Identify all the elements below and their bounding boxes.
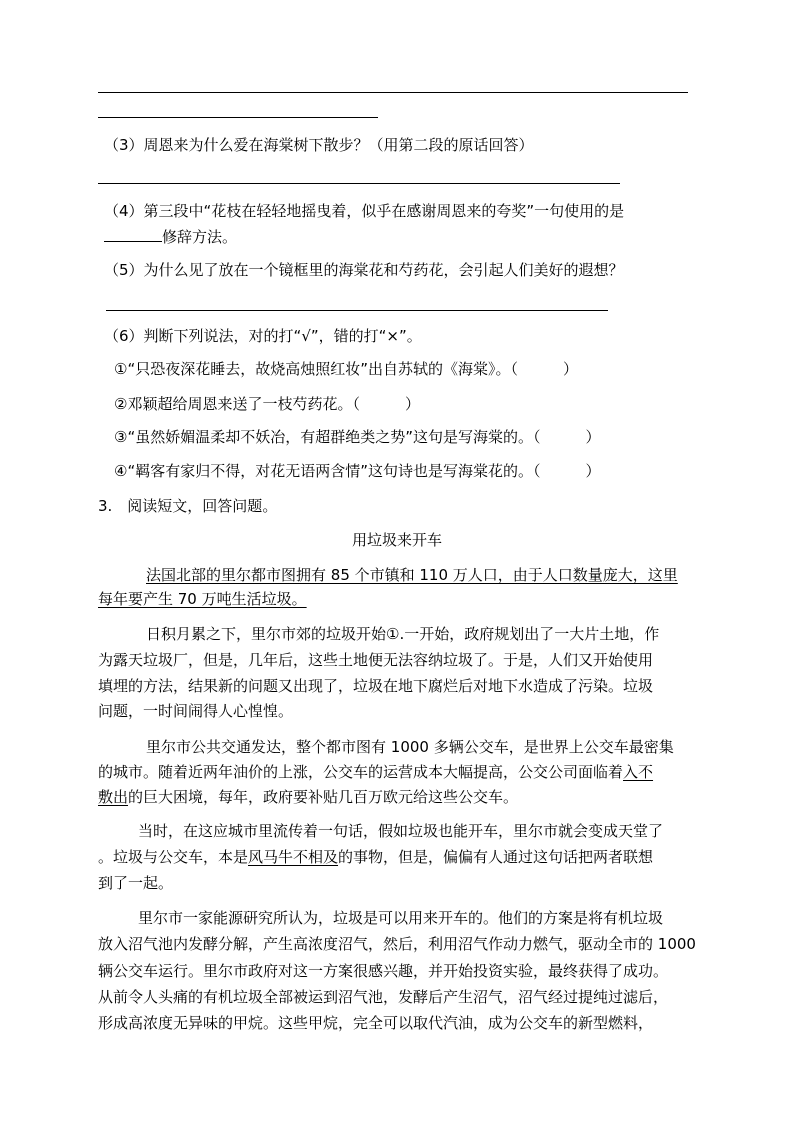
question-6: （6）判断下列说法，对的打“√”，错的打“×”。 — [104, 327, 422, 345]
underlined-phrase: 敷出 — [98, 788, 129, 806]
paragraph-4-text: 。垃圾与公交车，本是 — [98, 848, 249, 866]
paragraph-3-text: 的城市。随着近两年油价的上涨，公交车的运营成本大幅提高，公交公司面临着 — [98, 763, 624, 781]
paragraph-2-line: 日积月累之下，里尔市郊的垃圾开始①.一开始，政府规划出了一大片土地，作 — [146, 625, 660, 643]
section-3-prompt: 3. 阅读短文，回答问题。 — [98, 497, 278, 515]
question-5: （5）为什么见了放在一个镜框里的海棠花和芍药花，会引起人们美好的遐想？ — [104, 261, 624, 279]
paragraph-5-line: 放入沼气池内发酵分解，产生高浓度沼气，然后，利用沼气作动力燃气，驱动全市的 1000 — [98, 935, 696, 953]
article-title: 用垃圾来开车 — [351, 531, 442, 549]
paragraph-2-line: 为露天垃圾厂，但是，几年后，这些土地便无法容纳垃圾了。于是，人们又开始使用 — [98, 651, 654, 669]
paragraph-4-line: 到了一起。 — [98, 874, 174, 892]
paragraph-5-line: 辆公交车运行。里尔市政府对这一方案很感兴趣，并开始投资实验，最终获得了成功。 — [98, 962, 669, 980]
paragraph-5-line: 里尔市一家能源研究所认为，垃圾是可以用来开车的。他们的方案是将有机垃圾 — [138, 909, 664, 927]
judgement-item: ②邓颖超给周恩来送了一枝芍药花。（ ） — [114, 395, 420, 413]
answer-line[interactable] — [98, 183, 620, 184]
paragraph-3-line — [98, 763, 653, 781]
judgement-item: ①“只恐夜深花睡去，故烧高烛照红妆”出自苏轼的《海棠》。（ ） — [114, 360, 578, 378]
paragraph-4-line — [98, 848, 653, 866]
paragraph-2-line: 填埋的方法，结果新的问题又出现了，垃圾在地下腐烂后对地下水造成了污染。垃圾 — [98, 677, 654, 695]
underlined-phrase: 风马牛不相及 — [248, 848, 339, 866]
paragraph-3-text: 的巨大困境，每年，政府要补贴几百万欧元给这些公交车。 — [128, 788, 519, 806]
paragraph-3-line: 里尔市公共交通发达，整个都市图有 1000 多辆公交车，是世界上公交车最密集 — [146, 738, 674, 756]
paragraph-1-line: 法国北部的里尔都市图拥有 85 个市镇和 110 万人口，由于人口数量庞大，这里 — [146, 566, 678, 584]
judgement-item: ④“羁客有家归不得，对花无语两含情”这句诗也是写海棠花的。（ ） — [114, 462, 601, 480]
answer-line[interactable] — [106, 310, 608, 311]
question-4: （4）第三段中“花枝在轻轻地摇曳着，似乎在感谢周恩来的夸奖”一句使用的是 — [104, 202, 625, 220]
question-4-tail: 修辞方法。 — [162, 228, 238, 246]
answer-line[interactable] — [98, 92, 688, 93]
paragraph-4-line: 当时，在这应城市里流传着一句话，假如垃圾也能开车，里尔市就会变成天堂了 — [138, 822, 664, 840]
underlined-phrase: 入不 — [623, 763, 654, 781]
judgement-item: ③“虽然娇媚温柔却不妖冶，有超群绝类之势”这句是写海棠的。（ ） — [114, 428, 601, 446]
paragraph-2-line: 问题，一时间闹得人心惶惶。 — [98, 702, 294, 720]
paragraph-4-text: 的事物，但是，偏偏有人通过这句话把两者联想 — [338, 848, 654, 866]
answer-line[interactable] — [98, 117, 378, 118]
paragraph-5-line: 从前令人头痛的有机垃圾全部被运到沼气池，发酵后产生沼气，沼气经过提纯过滤后， — [98, 988, 669, 1006]
paragraph-1-line: 每年要产生 70 万吨生活垃圾。 — [98, 590, 307, 608]
paragraph-3-line — [98, 788, 518, 806]
fill-blank[interactable] — [104, 227, 162, 242]
question-4-cont — [104, 227, 237, 246]
paragraph-5-line: 形成高浓度无异味的甲烷。这些甲烷，完全可以取代汽油，成为公交车的新型燃料， — [98, 1014, 654, 1032]
question-3: （3）周恩来为什么爱在海棠树下散步？（用第二段的原话回答） — [104, 136, 534, 154]
